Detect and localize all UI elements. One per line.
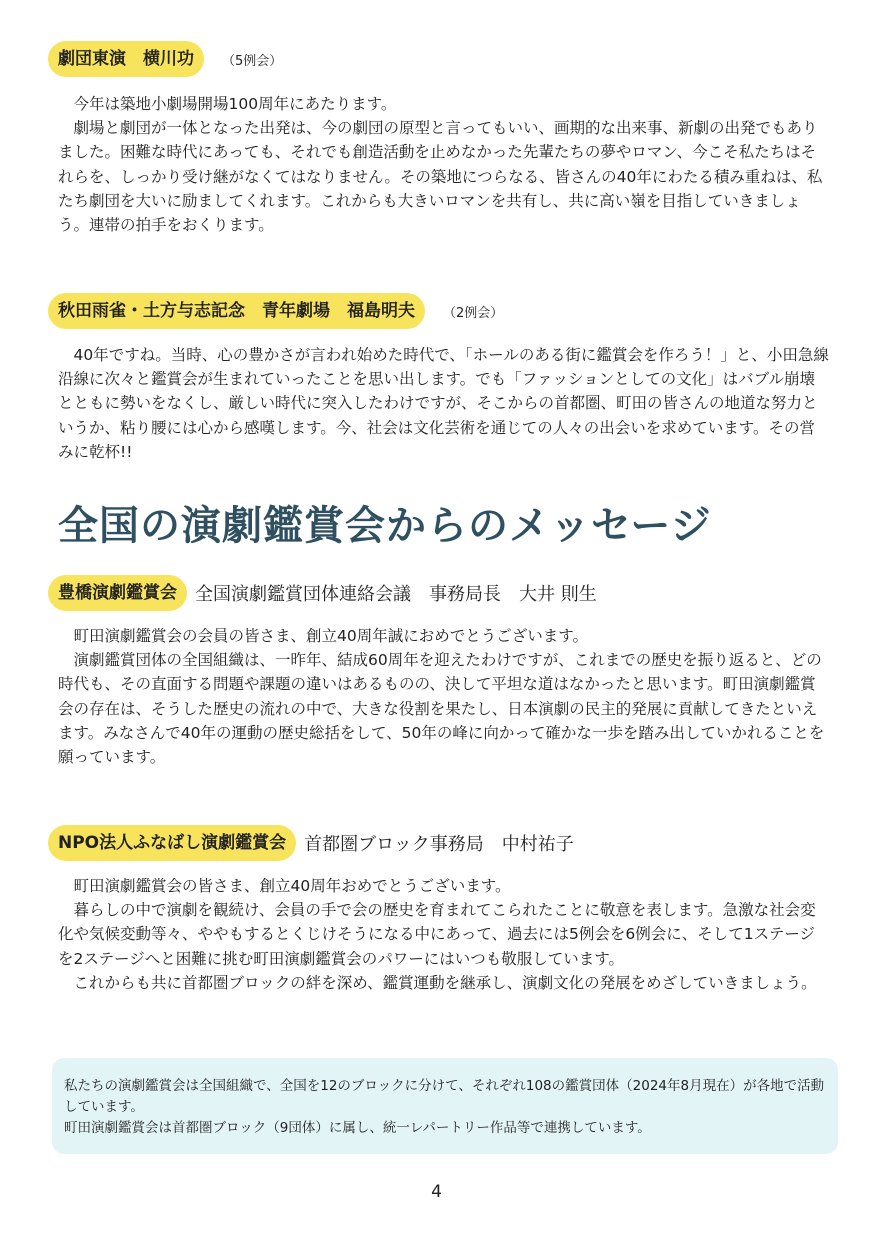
performance-count: （5例会） [222,53,283,69]
message-body-seinen [58,343,830,464]
info-line: 町田演劇鑑賞会は首都圏ブロック（9団体）に属し、統一レパートリー作品等で連携しています。 [64,1120,651,1136]
org-highlight: 豊橋演劇鑑賞会 [48,575,187,611]
message-heading-toyohashi [48,574,597,612]
org-highlight: 秋田雨雀・土方与志記念 青年劇場 福島明夫 [48,293,425,329]
paragraph: これからも共に首都圏ブロックの絆を深め、鑑賞運動を継承し、演劇文化の発展をめざしていきましょう。 [73,973,817,992]
message-body-toen [58,92,830,237]
section-heading-seinen [48,292,503,330]
section-heading-toen [48,40,282,78]
paragraph: 劇場と劇団が一体となった出発は、今の劇団の原型と言ってもいい、画期的な出来事、新劇の出発でもありました。困難な時代にあっても、それでも創造活動を止めなかった先輩たちの夢やロマン、今こそ私たちはそれらを、しっかり受け継がなくてはなりません。その築地につらなる、皆さんの40年にわたる積み重ねは、私たち劇団を大いに励ましてくれます。これからも大きいロマンを共有し、共に高い嶺を目指していきましょう。連帯の拍手をおくります。 [58,119,823,235]
page-number: 4 [431,1182,442,1202]
info-box [52,1058,838,1154]
message-heading-funabashi [48,824,574,862]
performance-count: （2例会） [443,305,504,321]
message-body-toyohashi [58,624,830,769]
paragraph: 町田演劇鑑賞会の会員の皆さま、創立40周年誠におめでとうございます。 [73,627,588,645]
message-body-funabashi [58,874,830,995]
org-highlight: NPO法人ふなばし演劇鑑賞会 [48,825,296,861]
page-title: 全国の演劇鑑賞会からのメッセージ [58,503,712,549]
sender-role: 首都圏ブロック事務局 中村祐子 [304,834,574,855]
sender-role: 全国演劇鑑賞団体連絡会議 事務局長 大井 則生 [195,584,597,605]
info-line: 私たちの演劇鑑賞会は全国組織で、全国を12のブロックに分けて、それぞれ108の鑑賞団体（2024年8月現在）が各地で活動しています。 [64,1078,825,1115]
paragraph: 40年ですね。当時、心の豊かさが言われ始めた時代で、「ホールのある街に鑑賞会を作ろう！」と、小田急線沿線に次々と鑑賞会が生まれていったことを思い出します。でも「ファッションとしての文化」はバブル崩壊とともに勢いをなくし、厳しい時代に突入したわけですが、そこからの首都圏、町田の皆さんの地道な努力というか、粘り腰には心から感嘆します。今、社会は文化芸術を通じての人々の出会いを求めています。その営みに乾杯!! [58,346,829,461]
paragraph: 今年は築地小劇場開場100周年にあたります。 [73,95,397,113]
paragraph: 演劇鑑賞団体の全国組織は、一昨年、結成60周年を迎えたわけですが、これまでの歴史を振り返ると、どの時代も、その直面する問題や課題の違いはあるものの、決して平坦な道はなかったと思います。町田演劇鑑賞会の存在は、そうした歴史の流れの中で、大きな役割を果たし、日本演劇の民主的発展に貢献してきたといえます。みなさんで40年の運動の歴史総括をして、50年の峰に向かって確かな一歩を踏み出していかれることを願っています。 [58,651,825,767]
paragraph: 暮らしの中で演劇を観続け、会員の手で会の歴史を育まれてこられたことに敬意を表します。急激な社会変化や気候変動等々、ややもするとくじけそうになる中にあって、過去には5例会を6例会に、そして1ステージを2ステージへと困難に挑む町田演劇鑑賞会のパワーにはいつも敬服しています。 [58,901,816,968]
org-highlight: 劇団東演 横川功 [48,41,204,77]
paragraph: 町田演劇鑑賞会の皆さま、創立40周年おめでとうございます。 [73,877,511,895]
